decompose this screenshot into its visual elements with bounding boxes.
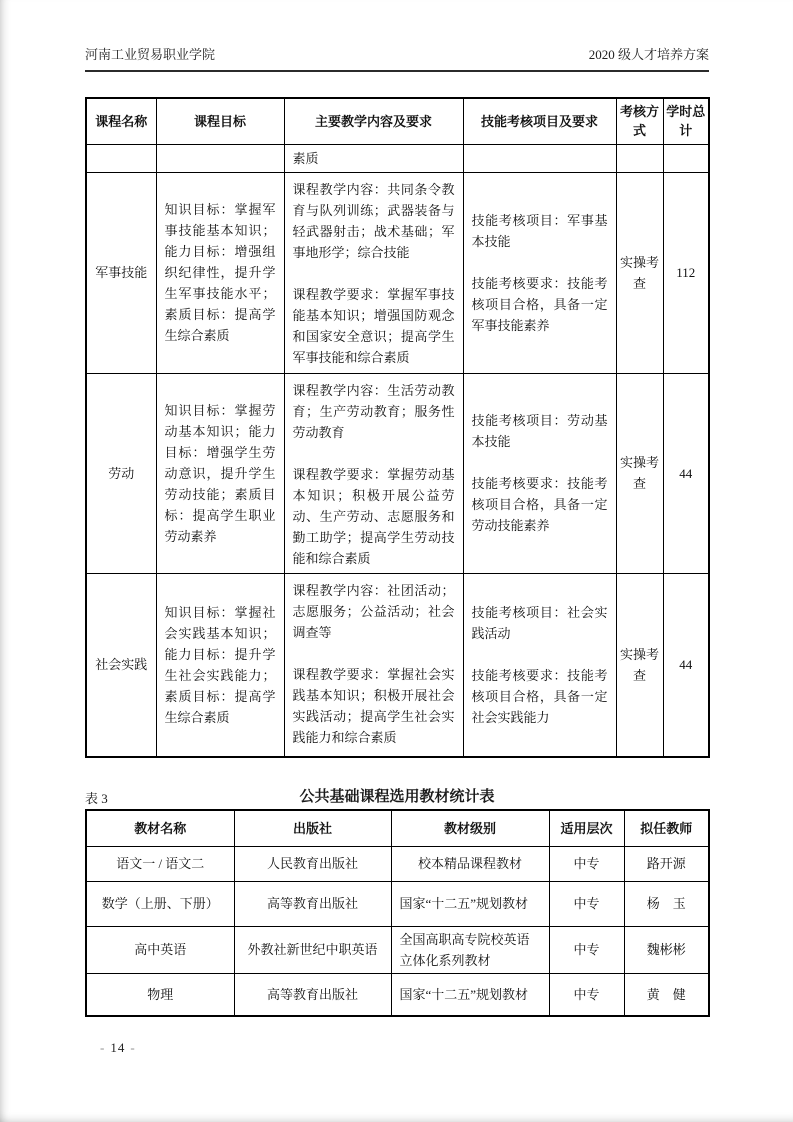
header-plan-title: 2020 级人才培养方案 [588, 47, 709, 62]
cell-textbook-name: 数学（上册、下册） [86, 881, 234, 926]
cell-empty [463, 144, 616, 172]
cell-course-name: 劳动 [86, 373, 156, 573]
teaching-requirements-paragraph: 课程教学要求：掌握劳动基本知识；积极开展公益劳动、生产劳动、志愿服务和勤工助学；提高学生劳动技能和综合素质 [292, 466, 455, 566]
teaching-requirements-paragraph: 课程教学要求：掌握社会实践基本知识；积极开展社会实践活动；提高学生社会实践能力和综合素质 [292, 666, 455, 745]
table-row-carryover [86, 144, 709, 172]
header-divider [85, 70, 709, 72]
col-header-skill-assessment: 技能考核项目及要求 [463, 98, 616, 144]
cell-proposed-teacher: 路开源 [624, 846, 709, 881]
table-row-math [86, 881, 709, 926]
course-table-header-row [86, 98, 709, 144]
cell-empty [86, 144, 156, 172]
cell-course-objectives: 知识目标：掌握军事技能基本知识；能力目标：增强组织纪律性，提升学生军事技能水平；素质目标：提高学生综合素质 [156, 172, 284, 373]
cell-empty [156, 144, 284, 172]
cell-empty [616, 144, 663, 172]
table-row-social-practice [86, 573, 709, 757]
page-header [85, 47, 709, 63]
col-header-publisher: 出版社 [234, 810, 391, 846]
cell-applicable-layer: 中专 [549, 973, 624, 1016]
assessment-item-paragraph: 技能考核项目：军事基本技能 [471, 212, 608, 249]
cell-proposed-teacher: 黄 健 [624, 973, 709, 1016]
cell-assessment-method: 实操考查 [616, 172, 663, 373]
cell-course-objectives: 知识目标：掌握劳动基本知识；能力目标：增强学生劳动意识，提升学生劳动技能；素质目标：提高学生职业劳动素养 [156, 373, 284, 573]
cell-carryover-content: 素质 [284, 144, 463, 172]
assessment-requirements-paragraph: 技能考核要求：技能考核项目合格，具备一定军事技能素养 [471, 275, 608, 333]
cell-total-hours: 44 [663, 373, 709, 573]
textbook-table-title: 公共基础课程选用教材统计表 [299, 789, 495, 805]
cell-textbook-level: 校本精品课程教材 [391, 846, 549, 881]
page-footer [95, 1040, 141, 1056]
col-header-teaching-content: 主要教学内容及要求 [284, 98, 463, 144]
col-header-textbook-name: 教材名称 [86, 810, 234, 846]
col-header-assessment-method: 考核方式 [616, 98, 663, 144]
cell-skill-assessment [463, 373, 616, 573]
cell-assessment-method: 实操考查 [616, 573, 663, 757]
cell-textbook-level: 国家“十二五”规划教材 [391, 881, 549, 926]
cell-textbook-name: 语文一 / 语文二 [86, 846, 234, 881]
col-header-proposed-teacher: 拟任教师 [624, 810, 709, 846]
assessment-item-paragraph: 技能考核项目：劳动基本技能 [471, 413, 608, 449]
cell-textbook-level: 国家“十二五”规划教材 [391, 973, 549, 1016]
cell-skill-assessment [463, 172, 616, 373]
table-row-labor [86, 373, 709, 573]
col-header-textbook-level: 教材级别 [391, 810, 549, 846]
table-row-chinese [86, 846, 709, 881]
textbook-table-caption-row [85, 785, 709, 807]
table-row-english [86, 926, 709, 973]
course-table [85, 97, 710, 758]
assessment-item-paragraph: 技能考核项目：社会实践活动 [471, 604, 608, 641]
cell-textbook-name: 高中英语 [86, 926, 234, 973]
col-header-applicable-layer: 适用层次 [549, 810, 624, 846]
cell-textbook-name: 物理 [86, 973, 234, 1016]
teaching-content-paragraph: 课程教学内容：社团活动；志愿服务；公益活动；社会调查等 [292, 582, 455, 640]
assessment-requirements-paragraph: 技能考核要求：技能考核项目合格，具备一定劳动技能素养 [471, 476, 608, 533]
cell-teaching-content [284, 573, 463, 757]
cell-total-hours: 44 [663, 573, 709, 757]
cell-applicable-layer: 中专 [549, 881, 624, 926]
col-header-course-name: 课程名称 [86, 98, 156, 144]
cell-assessment-method: 实操考查 [616, 373, 663, 573]
teaching-content-paragraph: 课程教学内容：生活劳动教育；生产劳动教育；服务性劳动教育 [292, 382, 455, 440]
textbook-table-header-row [86, 810, 709, 846]
assessment-requirements-paragraph: 技能考核要求：技能考核项目合格，具备一定社会实践能力 [471, 667, 608, 725]
header-school-name: 河南工业贸易职业学院 [85, 47, 216, 62]
cell-course-name: 军事技能 [86, 172, 156, 373]
table-number-label: 表 3 [85, 791, 108, 806]
cell-total-hours: 112 [663, 172, 709, 373]
textbook-table [85, 809, 710, 1017]
footer-left-dash: - [100, 1040, 106, 1055]
cell-textbook-level: 全国高职高专院校英语立体化系列教材 [391, 926, 549, 973]
cell-skill-assessment [463, 573, 616, 757]
cell-applicable-layer: 中专 [549, 926, 624, 973]
cell-empty [663, 144, 709, 172]
cell-publisher: 高等教育出版社 [234, 973, 391, 1016]
cell-course-objectives: 知识目标：掌握社会实践基本知识；能力目标：提升学生社会实践能力；素质目标：提高学生综合素质 [156, 573, 284, 757]
cell-applicable-layer: 中专 [549, 846, 624, 881]
table-row-military-skills [86, 172, 709, 373]
cell-course-name: 社会实践 [86, 573, 156, 757]
col-header-total-hours: 学时总计 [663, 98, 709, 144]
cell-teaching-content [284, 172, 463, 373]
footer-page-number: 14 [110, 1040, 126, 1055]
teaching-requirements-paragraph: 课程教学要求：掌握军事技能基本知识；增强国防观念和国家安全意识；提高学生军事技能和综合素质 [292, 286, 455, 365]
col-header-course-objectives: 课程目标 [156, 98, 284, 144]
cell-publisher: 高等教育出版社 [234, 881, 391, 926]
cell-teaching-content [284, 373, 463, 573]
cell-proposed-teacher: 杨 玉 [624, 881, 709, 926]
table-row-physics [86, 973, 709, 1016]
cell-publisher: 人民教育出版社 [234, 846, 391, 881]
cell-proposed-teacher: 魏彬彬 [624, 926, 709, 973]
teaching-content-paragraph: 课程教学内容：共同条令教育与队列训练；武器装备与轻武器射击；战术基础；军事地形学；综合技能 [292, 181, 455, 260]
footer-right-dash: - [130, 1040, 136, 1055]
cell-publisher: 外教社新世纪中职英语 [234, 926, 391, 973]
